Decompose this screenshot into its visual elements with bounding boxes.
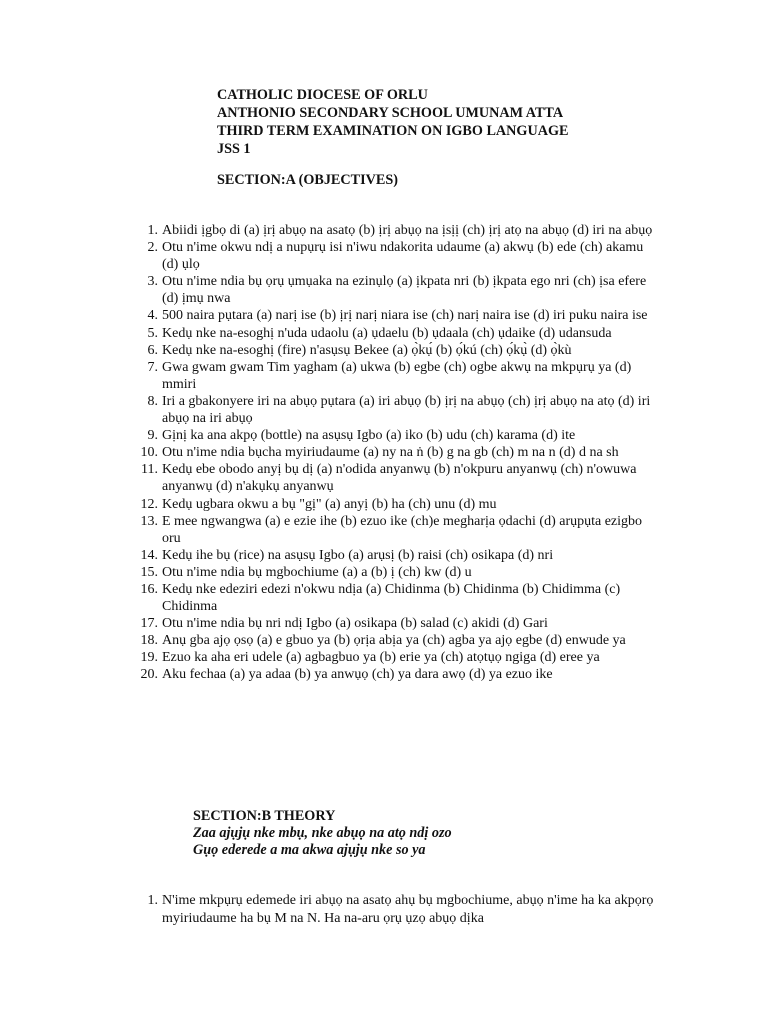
objective-question: [136, 581, 656, 615]
question-number: 10.: [140, 445, 158, 461]
objective-question: [136, 342, 656, 359]
question-text: Kedụ ebe obodo anyị bụ dị (a) n'odida anyanwụ (b) n'okpuru anyanwụ (ch) n'owuwa anyanwụ (d) n'akụkụ anyanwụ: [162, 462, 637, 495]
objective-question: [136, 444, 656, 461]
question-number: 4.: [147, 308, 158, 324]
question-number: 16.: [140, 581, 158, 597]
exam-header: [217, 86, 568, 158]
theory-question: [136, 892, 656, 927]
question-number: 2.: [147, 240, 158, 256]
class-level: JSS 1: [217, 141, 251, 157]
objective-question: [136, 307, 656, 324]
question-number: 1.: [147, 223, 158, 238]
diocese-name: CATHOLIC DIOCESE OF ORLU: [217, 87, 428, 103]
question-text: Aku fechaa (a) ya adaa (b) ya anwụọ (ch) ya dara awọ (d) ya ezuo ike: [162, 667, 553, 683]
question-number: 20.: [140, 667, 158, 683]
question-number: 17.: [140, 616, 158, 632]
question-text: E mee ngwangwa (a) e ezie ihe (b) ezuo ike (ch)e megharịa ọdachi (d) arụpụta ezigbo oru: [162, 513, 643, 546]
question-number: 18.: [140, 633, 158, 649]
objective-question: [136, 273, 656, 307]
exam-title: THIRD TERM EXAMINATION ON IGBO LANGUAGE: [217, 123, 569, 139]
question-number: 7.: [147, 359, 158, 375]
objective-question: [136, 513, 656, 547]
question-text: Kedụ nke na-esoghị n'uda udaolu (a) ụdaelu (b) ụdaala (ch) ụdaike (d) udansuda: [162, 325, 612, 341]
objective-question: [136, 325, 656, 342]
section-b-instruction-2: Gụọ ederede a ma akwa ajụjụ nke so ya: [193, 842, 426, 858]
objective-question: [136, 496, 656, 513]
question-number: 5.: [147, 325, 158, 341]
objective-question: [136, 547, 656, 564]
question-number: 1.: [147, 893, 158, 908]
question-text: 500 naira pụtara (a) narị ise (b) ịrị narị niara ise (ch) narị naira ise (d) iri puku naira ise: [162, 308, 648, 324]
question-number: 8.: [147, 393, 158, 409]
school-name: ANTHONIO SECONDARY SCHOOL UMUNAM ATTA: [217, 105, 564, 121]
question-text: Otu n'ime ndia bụ mgbochiume (a) a (b) ị (ch) kw (d) u: [162, 564, 472, 580]
question-number: 11.: [141, 462, 158, 478]
question-text: Otu n'ime ndia bụ ọrụ ụmụaka na ezinụlọ (a) ịkpata nri (b) ịkpata ego nri (ch) ịsa efere (d) ịmụ nwa: [162, 274, 647, 307]
objective-question: [136, 222, 656, 239]
question-number: 13.: [140, 513, 158, 529]
question-text: Kedụ ihe bụ (rice) na asụsụ Igbo (a) arụsị (b) raisi (ch) osikapa (d) nri: [162, 547, 554, 563]
question-number: 6.: [147, 342, 158, 358]
question-text: Kedụ nke na-esoghị (fire) n'asụsụ Bekee (a) ọ̀kụ́ (b) ọ́kú (ch) ọ́kụ̀ (d) ọ̀kù: [162, 342, 572, 358]
question-text: N'ime mkpụrụ edemede iri abụọ na asatọ ahụ bụ mgbochiume, abụọ n'ime ha ka akpọrọ myiriudaume ha bụ M na N. Ha na-aru ọrụ ụzọ abụọ dịka: [162, 893, 654, 926]
question-number: 3.: [147, 274, 158, 290]
question-text: Iri a gbakonyere iri na abụọ pụtara (a) iri abụọ (b) ịrị na abụọ (ch) ịrị abụọ na atọ (d) iri abụọ na iri abụọ: [162, 393, 651, 427]
question-text: Kedụ nke edeziri edezi n'okwu ndịa (a) Chidinma (b) Chidinma (b) Chidimma (c) Chidinma: [162, 581, 621, 615]
question-text: Otu n'ime ndia bụcha myiriudaume (a) ny na ṅ (b) g na gb (ch) m na n (d) d na sh: [162, 445, 619, 461]
question-number: 19.: [140, 650, 158, 666]
objectives-list: [136, 222, 656, 684]
question-text: Otu n'ime ndia bụ nri ndị Igbo (a) osikapa (b) salad (c) akidi (d) Gari: [162, 616, 548, 632]
question-number: 9.: [147, 428, 158, 444]
question-text: Kedụ ugbara okwu a bụ "gị" (a) anyị (b) ha (ch) unu (d) mu: [162, 496, 497, 512]
section-b-instruction-1: Zaa ajụjụ nke mbụ, nke abụọ na atọ ndị ozo: [193, 825, 452, 841]
objective-question: [136, 359, 656, 393]
theory-list: [136, 892, 656, 927]
question-number: 14.: [140, 547, 158, 563]
question-text: Ezuo ka aha eri udele (a) agbagbuo ya (b) erie ya (ch) atọtụọ ngiga (d) eree ya: [162, 650, 600, 666]
question-number: 15.: [140, 564, 158, 580]
section-b-title: SECTION:B THEORY: [193, 808, 336, 824]
question-text: Otu n'ime okwu ndị a nupụrụ isi n'iwu ndakorita udaume (a) akwụ (b) ede (ch) akamu (d) ụlọ: [162, 240, 644, 273]
objective-question: [136, 461, 656, 495]
objective-question: [136, 632, 656, 649]
question-number: 12.: [140, 496, 158, 512]
objective-question: [136, 615, 656, 632]
question-text: Anụ gba ajọ ọsọ (a) e gbuo ya (b) ọrịa abịa ya (ch) agba ya ajọ egbe (d) enwude ya: [162, 633, 626, 649]
section-b-heading: [193, 808, 452, 859]
section-a-title: SECTION:A (OBJECTIVES): [217, 172, 398, 188]
objective-question: [136, 564, 656, 581]
objective-question: [136, 239, 656, 273]
question-text: Abiidi ịgbọ di (a) ịrị abụọ na asatọ (b) ịrị abụọ na ịsịị (ch) ịrị atọ na abụọ (d) iri na abụọ: [162, 223, 653, 238]
objective-question: [136, 666, 656, 683]
objective-question: [136, 427, 656, 444]
question-text: Gịnị ka ana akpọ (bottle) na asụsụ Igbo (a) iko (b) udu (ch) karama (d) ite: [162, 428, 576, 444]
objective-question: [136, 649, 656, 666]
objective-question: [136, 393, 656, 427]
question-text: Gwa gwam gwam Tim yagham (a) ukwa (b) egbe (ch) ogbe akwụ na mkpụrụ ya (d) mmiri: [162, 359, 632, 392]
